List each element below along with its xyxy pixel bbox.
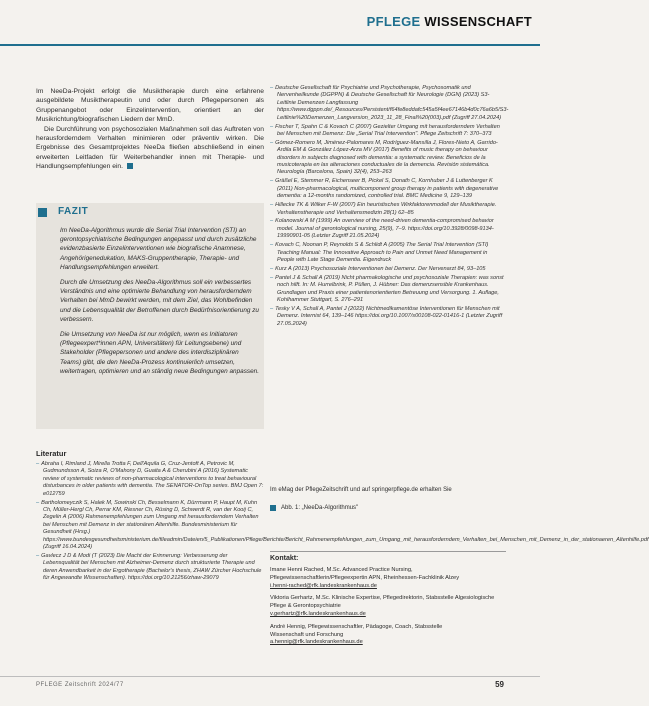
contact-heading: Kontakt:: [270, 551, 506, 562]
literature-heading: Literatur: [36, 449, 67, 458]
intro-paragraph-text: Die Durchführung von psychosozialen Maßnahmen soll das Auftreten von herausforderndem Verhalten minimieren oder präventiv wirken. Die Ergebnisse des Gesamtprojektes NeeDa fließen abschließend in einen erweiterten Leitfaden für Weiterbehandler innen mit Therapie- und Handlungsempfehlungen ein.: [36, 125, 264, 171]
fazit-body: [60, 226, 260, 382]
literature-list-right: [270, 85, 509, 330]
contact-email-link[interactable]: a.hennig@rfk.landeskrankenhaus.de: [270, 639, 363, 646]
reference-item: – Gavlecz J D & Modi (T (2023) Die Macht der Erinnerung: Verbesserung der Lebensqualität bei Menschen mit Alzheimer-Demenz durch strukturierte Therapie und deren Anwendbarkeit in der Ergotherapie (Bachelor's thesis, ZHAW Zürcher Hochschule für Angewandte Wissenschaften). https://doi.org/10.21256/zhaw-29079: [36, 552, 262, 582]
contact-section: [270, 551, 506, 652]
contact-person: [270, 595, 506, 618]
fazit-paragraph: Im NeeDa-Algorithmus wurde die Serial Trial Intervention (STI) an gerontopsychiatrische Bedingungen angepasst und durch zusätzliche evidenzbasierte Einzelinterventionen wie biografische Anamnese, Angehörigenedukation, MAKS-Gruppentherapie, Therapie- und Handlungsempfehlungen erweitert.: [60, 227, 257, 271]
reference-item: – Kurz A (2013) Psychosoziale Interventionen bei Demenz. Der Nervenarzt 84, 93–105: [270, 265, 486, 272]
reference-item: – Kovach C, Noonan P, Reynolds S & Schlidt A (2005) The Serial Trial Intervention (STI) Teaching Manual: The Innovative Approach to Pain and Unmet Need Management in People with Late Stage Dementia. Eigendruck: [270, 242, 489, 263]
reference-item: – Deutsche Gesellschaft für Psychiatrie und Psychotherapie, Psychosomatik und Nervenheilkunde (DGPPN) & Deutsche Gesellschaft für Neurologie (DGN) (2023) S3-Leitlinie Demenzen Langfassung https://www.dgppn.de/_Resources/Persistent/f64fe8eddafc545a5f4ee67146b4d0c76a6b5/S3-Leitlinie%20Demenzen_Langversion_2023_11_28_Final%20(003).pdf (Zugriff 27.04.2024): [270, 85, 509, 121]
contact-person: [270, 624, 506, 647]
reference-item: – Pantel J & Schall A (2019) Nicht pharmakologische und psychosoziale Therapien: was sonst noch hilft. In: M. Hurrelbrink, P. Püllen, J. Hübner: Das demenzsensible Krankenhaus. Grundlagen und Praxis einer patientenorientierten Betreuung und Versorgung. 1. Auflage, Kohlhammer Stuttgart, S. 276–291: [270, 274, 504, 303]
journal-name: PFLEGE Zeitschrift 2024/77: [36, 682, 124, 688]
figure-link-label: Abb. 1: „NeeDa-Algorithmus": [281, 505, 359, 511]
intro-text: [36, 87, 264, 172]
figure-link[interactable]: [270, 505, 358, 511]
reference-item: – Tesky V A, Schall A, Pantel J (2022) Nichtmedikamentöse Interventionen für Menschen mit Demenz. Internist 64, 139–146 https://doi.org/10.1007/s00108-022-01416-1 (Letzter Zugriff 27.05.2024): [270, 305, 503, 327]
contact-line: Wissenschaft und Forschung: [270, 631, 344, 638]
figure-icon: [270, 505, 276, 511]
contact-email-link[interactable]: i.henni-rached@rfk.landeskrankenhaus.de: [270, 582, 377, 589]
fazit-heading: FAZIT: [58, 206, 89, 217]
reference-item: – Kolanowski A M (1999) An overview of the need-driven dementia-compromised behavior model. Journal of gerontological nursing, 25(9), 7–9. https://doi.org/10.3928/0098-9134-19990901-05 (Letzter Zugriff 21.05.2024): [270, 218, 494, 240]
contact-person: [270, 567, 506, 590]
page-number: 59: [495, 680, 504, 689]
contact-line: Pflegewissenschaftlerin/Pflegeexpertin APN, Rheinhessen-Fachklinik Alzey: [270, 574, 460, 581]
intro-paragraph: [36, 125, 264, 172]
contact-line: Viktoria Gerhartz, M.Sc. Klinische Expertise, Pflegedirektorin, Stabsstelle Algesiologische Pflege & Gerontopsychiatrie: [270, 595, 495, 610]
reference-item: – Abraha I, Rimland J, Mirella Trotta F, Dell'Aquila G, Cruz-Jentoft A, Petrovic M, Gudmundsson A, Soiza R, O'Mahony D, Guaita A & Cherubini A (2016) Systematic review of systematic reviews of non-pharmacological interventions to treat behavioural disturbances in older patients with dementia. The SENATOR-OnTop series. BMJ Open 7: e012759: [36, 461, 264, 497]
reference-item: – Gómez-Romero M, Jiménez-Palomares M, Rodríguez-Mansilla J, Flores-Nieto A, Garrido-Ardila EM & González López-Arza MV (2017) Benefits of music therapy on behaviour disorders in subjects diagnosed with dementia: a systematic review. Beneficios de la musicoterapia en las alteraciones conductuales de la demencia. Revisión sistemática. Neurología (Barcelona, Spain) 32(4), 253–263: [270, 139, 498, 176]
fazit-paragraph: Die Umsetzung von NeeDa ist nur möglich, wenn es Initiatoren (Pflegeexpert*innen APN, Universitäten) für Leitungsebene) und Stakeholder (Pflegepersonen und andere des interdisziplinären Teams) gibt, die den NeeDa-Prozess kontinuierlich umsetzen, weitertragen, optimieren und an ständig neue Bedingungen anpassen.: [60, 331, 259, 375]
section-title-part2: WISSENSCHAFT: [424, 14, 532, 29]
page-footer: [0, 676, 540, 697]
end-of-article-icon: [127, 163, 133, 169]
reference-item: – Bartholomeyczik S, Halek M, Sowinski Ch, Besselmann K, Dürrmann P, Haupt M, Kuhn Ch, Müller-Hergl Ch, Perrar KM, Riesner Ch, Rüsing D, Schwerdt R, van der Kooij C, Zegelin A (2006) Rahmenempfehlungen zum Umgang mit herausforderndem Verhalten bei Menschen mit Demenz in der stationären Altenhilfe. Bundesministerium für Gesundheit (Hrsg.) https://www.bundesgesundheitsministerium.de/fileadmin/Dateien/5_Publikationen/Pflege/Berichte/Bericht_Rahmenempfehlungen_zum_Umgang_mit_herausforderndem_Verhalten_bei_Menschen_mit_Demenz_in_der_stationaeren_Altenhilfe.pdf (Zugriff 16.04.2024): [36, 499, 649, 550]
reference-item: – Gräßel E, Stemmer R, Eichenseer B, Pickel S, Donath C, Kornhuber J & Luttenberger K (2011) Non-pharmacological, multicomponent group therapy in patients with degenerative dementia: a 12-months randomized, controlled trial. BMC Medicine 9, 129–139: [270, 178, 499, 200]
fazit-marker-icon: [38, 208, 47, 217]
section-title: [367, 14, 532, 29]
fazit-paragraph: Durch die Umsetzung des NeeDa-Algorithmus soll ein verbessertes Verständnis und eine optimierte Behandlung von herausforderndem Verhalten bei MmD bewirkt werden, mit dem Ziel, das Wohlbefinden und die Lebensqualität der Betroffenen durch Bedürfnisorientierung zu verbessern.: [60, 279, 259, 323]
reference-item: – Fischer T, Spahn C & Kovach C (2007) Gezielter Umgang mit herausforderndem Verhalten bei Menschen mit Demenz: Die „Serial Trial Intervention". Pflege Zeitschrift 7: 370–373: [270, 123, 500, 137]
contact-email-link[interactable]: v.gerhartz@rfk.landeskrankenhaus.de: [270, 610, 366, 617]
reference-item: – Hillecke TK & Wilker F-W (2007) Ein heuristisches Wirkfaktorenmodell der Musiktherapie. Verhaltenstherapie und Verhaltensmedizin 28(1) 62–85: [270, 202, 497, 216]
contact-line: Imane Henni Rached, M.Sc. Advanced Practice Nursing,: [270, 567, 413, 573]
contact-line: André Hennig, Pflegewissenschaftler, Pädagoge, Coach, Stabsstelle: [270, 623, 443, 630]
section-title-part1: PFLEGE: [366, 14, 421, 29]
intro-paragraph: Im NeeDa-Projekt erfolgt die Musiktherapie durch eine erfahrene ausgebildete Musiktherapeutin und oder durch Pflegepersonen als Gruppenangebot oder Einzelintervention, orientiert an der Musikrichtung/biografischen Liedern der MmD.: [36, 88, 264, 124]
section-header: [0, 12, 540, 46]
emag-note: Im eMag der PflegeZeitschrift und auf springerpflege.de erhalten Sie: [270, 487, 452, 493]
